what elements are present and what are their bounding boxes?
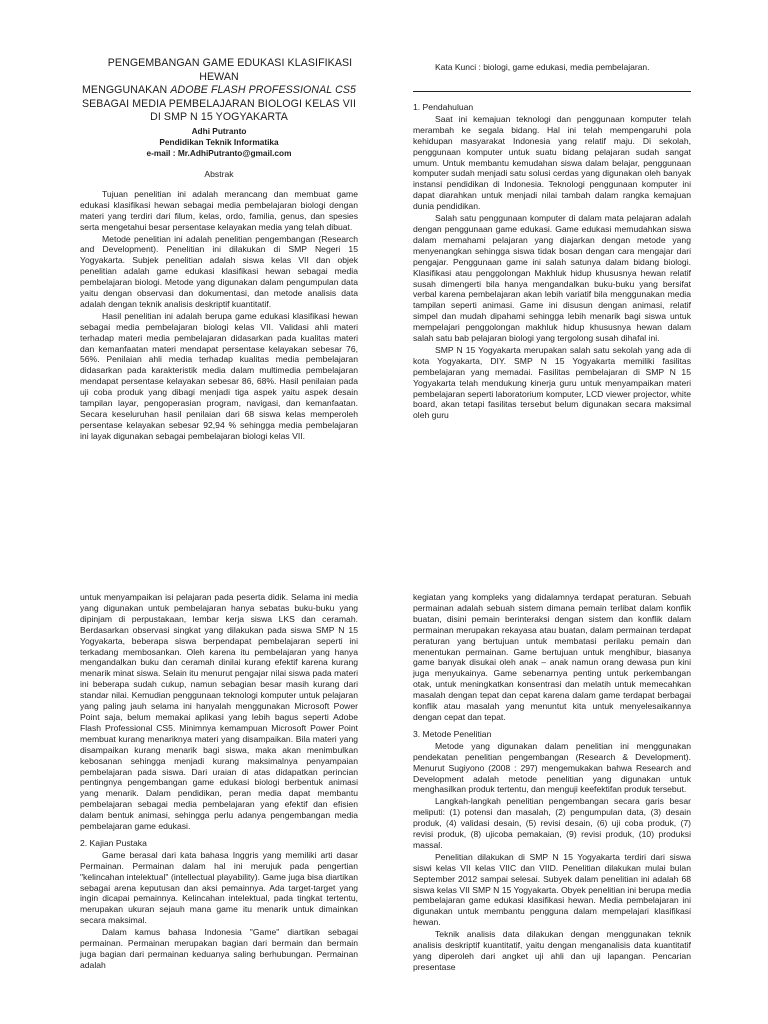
paper-title — [80, 57, 358, 125]
title-line-1: PENGEMBANGAN GAME EDUKASI KLASIFIKASI HEWAN — [107, 57, 353, 83]
column-bottom-right — [413, 592, 691, 974]
method-paragraph-3: Penelitian dilakukan di SMP N 15 Yogyakarta terdiri dari siswa siswi kelas VII kelas VIIC dan VIID. Penelitian dilakukan mulai bulan September 2012 sampai selesai. Subyek dalam penelitian ini adalah 68 siswa kelas VII SMP N 15 Yogyakarta. Obyek penelitian ini berupa media pembelajaran game edukasi klasifikasi hewan. Media pembelajaran ini digunakan untuk membantu pengguna dalam mempelajari klasifikasi hewan. — [413, 851, 691, 928]
literature-paragraph-2: Dalam kamus bahasa Indonesia "Game" diartikan sebagai permainan. Permainan merupakan bagian dari bermain dan bermain juga bagian dari permainan keduanya saling berhubungan. Permainan adalah — [80, 927, 358, 970]
intro-paragraph-3: SMP N 15 Yogyakarta merupakan salah satu sekolah yang ada di kota Yogyakarta, DIY. SMP N 15 Yogyakarta memiliki fasilitas pembelajaran yang memadai. Fasilitas pembelajaran di SMP N 15 Yogyakarta telah mendukung kinerja guru untuk menyampaikan materi pembelajaran seperti laboratorium komputer, LCD viewer projector, white board, akan tetapi fasilitas tersebut belum digunakan secara maksimal oleh guru — [413, 344, 691, 421]
author-affiliation: Pendidikan Teknik Informatika — [159, 136, 279, 147]
title-line-2: MENGGUNAKAN — [81, 84, 168, 97]
intro-paragraph-2: Salah satu penggunaan komputer di dalam mata pelajaran adalah dengan penggunaan game edukasi. Game edukasi memudahkan siswa dalam memahami pelajaran yang diajarkan dengan metode yang menyenangkan sehingga siswa tidak bosan dengan cara mengajar dari pengajar. Penggunaan game ini salah satunya dalam bidang biologi. Klasifikasi atau penggolongan Makhluk hidup khususnya hewan relatif susah dimengerti bila hanya mengandalkan buku-buku yang bersifat verbal karena pembelajaran akan lebih variatif bila menggunakan media tampilan seperti animasi. Game ini disusun dengan animasi, relatif simpel dan mudah dipahami sehingga lebih menarik bagi siswa untuk mempelajari penggolongan makhluk hidup khususnya hewan dalam salah satu bab pelajaran biologi yang tergolong susah dihafal ini. — [413, 213, 691, 344]
method-paragraph-4: Teknik analisis data dilakukan dengan menggunakan teknik analisis deskriptif kuantitatif, yaitu dengan menganalisis data kuantitatif yang diperoleh dari angket uji ahli dan uji lapangan. Pencarian presentase — [413, 929, 691, 972]
method-paragraph-1: Metode yang digunakan dalam penelitian ini menggunakan pendekatan penelitian pengembangan (Research & Development). Menurut Sugiyono (2008 : 297) mengemukakan bahwa Research and Development adalah metode penelitian yang digunakan untuk menghasilkan produk tertentu, dan menguji keefektifan produk tersebut. — [413, 740, 691, 795]
title-line-2-italic: ADOBE FLASH PROFESSIONAL CS5 — [170, 84, 357, 97]
abstract-heading: Abstrak — [204, 168, 234, 179]
column-top-left — [80, 57, 358, 443]
abstract-paragraph-3: Hasil penelitian ini adalah berupa game edukasi klasifikasi hewan sebagai media pembelajaran biologi kelas VII. Validasi ahli materi terhadap materi media pembelajaran didasarkan pada kualitas materi dan kemanfaatan materi mendapat persentase kelayakan sebesar 76, 56%. Penilaian ahli media terhadap kualitas media pembelajaran didasarkan pada karakteristik media dalam multimedia pembelajaran mendapat persentase kelayakan sebesar 86, 68%. Hasil penilaian pada uji coba produk yang dibagi menjadi tiga aspek yaitu aspek desain tampilan layar, pengoperasian program, navigasi, dan kemanfaatan. Secara keseluruhan hasil penilaian dari 68 siswa kelas memperoleh persentase kelayakan sebesar 92,94 % sehingga media pembelajaran ini layak digunakan sebagai pembelajaran biologi kelas VII. — [80, 310, 358, 441]
author-name: Adhi Putranto — [191, 125, 247, 136]
title-line-4: DI SMP N 15 YOGYAKARTA — [150, 111, 288, 124]
section-2-heading: 2. Kajian Pustaka — [80, 837, 147, 848]
column-top-right — [413, 62, 691, 422]
abstract-paragraph-1: Tujuan penelitian ini adalah merancang dan membuat game edukasi klasifikasi hewan sebagai media pembelajaran biologi dengan materi yang terdiri dari filum, kelas, ordo, familia, genus, dan spesies serta mengetahui besar persentase kelayakan media yang telah dibuat. — [80, 188, 358, 232]
intro-paragraph-1: Saat ini kemajuan teknologi dan penggunaan komputer telah merambah ke segala bidang. Hal ini telah mempengaruhi pola kehidupan masyarakat Indonesia yang relatif maju. Di sekolah, penggunaan komputer untuk suatu bidang pelajaran sudah sangat umum. Untuk membantu kemudahan siswa dalam belajar, penggunaan komputer sudah menjadi satu solusi cerdas yang digunakan oleh banyak instansi pendidikan di Indonesia. Teknologi penggunaan komputer ini dapat diarahkan untuk menjadi nilai tambah dalam rangka kemajuan dunia pendidikan. — [413, 113, 691, 212]
intro-continued-paragraph: untuk menyampaikan isi pelajaran pada peserta didik. Selama ini media yang digunakan untuk pembelajaran hanya sebatas buku-buku yang dipinjam di perpustakaan, lembar kerja siswa LKS dan ceramah. Berdasarkan observasi singkat yang dilakukan pada siswa SMP N 15 Yogyakarta, beberapa siswa berpendapat pembelajaran seperti ini terkadang membosankan. Oleh karena itu pembelajaran yang hanya mengandalkan buku dan ceramah dinilai kurang efektif karena kurang menarik minat siswa. Selain itu menurut pengajar nilai siswa pada materi ini beberapa sudah cukup, namun sebagian besar masih kurang dari standar nilai. Kemudian penggunaan teknologi komputer untuk pelajaran yang paling jauh selama ini hanyalah menggunakan Microsoft Power Point saja, belum memakai aplikasi yang lebih bagus seperti Adobe Flash Professional CS5. Minimnya kemampuan Microsoft Power Point membuat kurang menariknya materi yang disampaikan. Bila materi yang disampaikan kurang menarik bagi siswa, maka akan menimbulkan kebosanan sehingga menjadi kurang maksimalnya penyampaian pembelajaran pada siswa. Dari uraian di atas didapatkan perincian pentingnya pengembangan game edukasi biologi berbentuk animasi yang menarik. Dalam pendidikan, peran media dapat membantu pembelajaran sebagai media pembelajaran yang efektif dan efisien dalam bentuk animasi, sehingga perlu adanya pengembangan media pembelajaran game edukasi. — [80, 592, 358, 832]
section-3-heading: 3. Metode Penelitian — [413, 728, 492, 739]
literature-continued-paragraph: kegiatan yang kompleks yang didalamnya terdapat peraturan. Sebuah permainan adalah sebuah sistem dimana pemain terlibat dalam konflik buatan, disini pemain berinteraksi dengan sistem dan konflik dalam permainan merupakan rekayasa atau buatan, dalam permainan terdapat peraturan yang bertujuan untuk membatasi perilaku pemain dan menentukan permainan. Game bertujuan untuk menghibur, biasanya game banyak disukai oleh anak – anak namun orang dewasa pun kini juga menyukainya. Game sebenarnya penting untuk perkembangan otak, untuk meningkatkan konsentrasi dan melatih untuk memecahkan masalah dengan tepat dan cepat karena dalam game terdapat berbagai konflik atau masalah yang menuntut kita untuk menyelesaikannya dengan cepat dan tepat. — [413, 592, 691, 722]
keywords-divider — [413, 91, 691, 92]
keywords: Kata Kunci : biologi, game edukasi, media pembelajaran. — [435, 62, 650, 72]
title-line-3: SEBAGAI MEDIA PEMBELAJARAN BIOLOGI KELAS VII — [81, 97, 357, 110]
author-email: e-mail : Mr.AdhiPutranto@gmail.com — [146, 147, 292, 158]
abstract-paragraph-2: Metode penelitian ini adalah penelitian pengembangan (Research and Development). Penelitian ini dilakukan di SMP Negeri 15 Yogyakarta. Subjek penelitian adalah siswa kelas VII dan objek penelitian adalah game edukasi klasifikasi hewan sebagai media pembelajaran biologi. Metode yang digunakan dalam pengumpulan data yaitu dengan observasi dan dokumentasi, dan metode analisis data adalah dengan teknik analisis deskriptif kuantitatif. — [80, 233, 358, 309]
section-1-heading: 1. Pendahuluan — [413, 102, 474, 112]
method-paragraph-2: Langkah-langkah penelitian pengembangan secara garis besar meliputi: (1) potensi dan masalah, (2) pengumpulan data, (3) desain produk, (4) validasi desain, (5) revisi desain, (6) uji coba produk, (7) revisi produk, (8) ujicoba pemakaian, (9) revisi produk, (10) produksi massal. — [413, 796, 691, 850]
literature-paragraph-1: Game berasal dari kata bahasa Inggris yang memiliki arti dasar Permainan. Permainan dalam hal ini merujuk pada pengertian "kelincahan intelektual" (intellectual playability). Game juga bisa diartikan sebagai arena keputusan dan aksi pemainnya. Ada target-target yang ingin dicapai pemainnya. Kelincahan intelektual, pada tingkat tertentu, merupakan ukuran sejauh mana game itu menarik untuk dimainkan secara maksimal. — [80, 849, 358, 926]
column-bottom-left — [80, 592, 358, 972]
